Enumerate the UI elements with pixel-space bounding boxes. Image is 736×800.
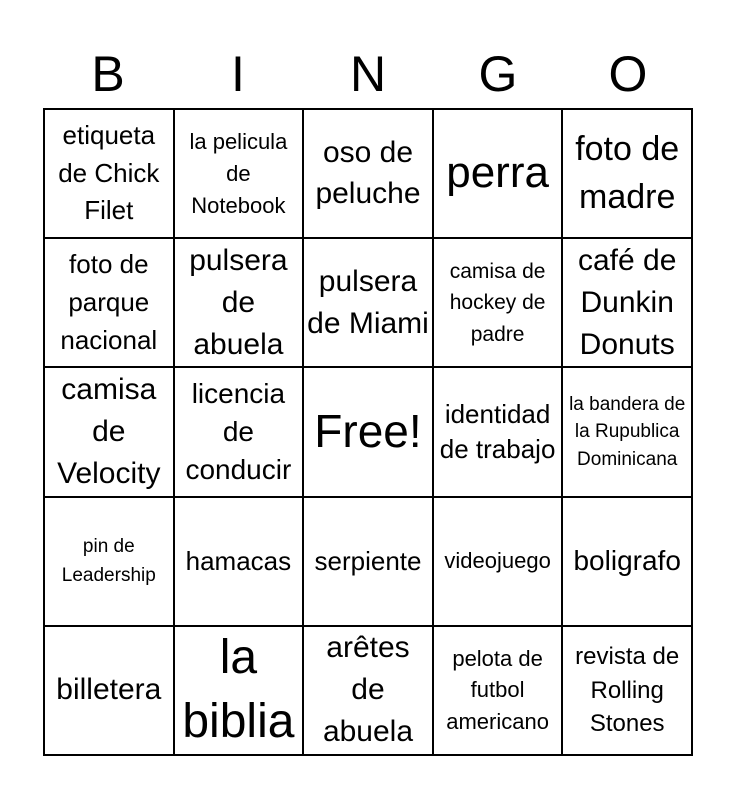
header-letter-g: G bbox=[478, 46, 518, 102]
bingo-cell[interactable] bbox=[433, 367, 563, 496]
bingo-cell-text: oso de peluche bbox=[315, 136, 421, 210]
bingo-cell-text: la biblia bbox=[182, 630, 295, 749]
header-letter-i: I bbox=[231, 46, 245, 102]
bingo-cell-text: foto de madre bbox=[575, 130, 680, 216]
bingo-cell-text: licencia de conducir bbox=[185, 378, 292, 485]
bingo-cell[interactable] bbox=[174, 109, 304, 238]
bingo-header bbox=[43, 40, 693, 108]
bingo-cell[interactable] bbox=[303, 238, 433, 367]
bingo-cell-text: pelota de futbol americano bbox=[446, 645, 549, 735]
bingo-cell[interactable] bbox=[562, 497, 692, 626]
bingo-cell-text: camisa de hockey de padre bbox=[449, 259, 546, 346]
bingo-cell-text: la bandera de la Rupublica Dominicana bbox=[569, 393, 686, 470]
bingo-grid bbox=[43, 108, 693, 756]
bingo-cell[interactable] bbox=[562, 109, 692, 238]
bingo-cell[interactable] bbox=[433, 109, 563, 238]
bingo-cell[interactable] bbox=[303, 626, 433, 755]
bingo-cell[interactable] bbox=[303, 497, 433, 626]
bingo-cell[interactable] bbox=[174, 367, 304, 496]
header-letter-n: N bbox=[349, 46, 387, 102]
bingo-cell-text: foto de parque nacional bbox=[60, 249, 158, 355]
bingo-cell-text: pin de Leadership bbox=[61, 535, 156, 587]
bingo-cell[interactable] bbox=[433, 497, 563, 626]
bingo-cell-text: café de Dunkin Donuts bbox=[577, 243, 677, 361]
bingo-cell-text: pulsera de abuela bbox=[189, 243, 288, 361]
bingo-cell-text: arêtes de abuela bbox=[322, 631, 414, 749]
bingo-cell-text: boligrafo bbox=[573, 545, 681, 577]
bingo-cell[interactable] bbox=[44, 497, 174, 626]
bingo-cell[interactable] bbox=[174, 497, 304, 626]
bingo-cell[interactable] bbox=[174, 626, 304, 755]
bingo-cell-text: la pelicula de Notebook bbox=[189, 128, 288, 218]
bingo-cell-text: serpiente bbox=[314, 545, 422, 576]
bingo-cell[interactable] bbox=[44, 626, 174, 755]
bingo-cell[interactable] bbox=[433, 238, 563, 367]
bingo-cell[interactable] bbox=[303, 109, 433, 238]
bingo-cell-text: hamacas bbox=[185, 545, 292, 576]
header-letter-o: O bbox=[608, 46, 648, 102]
bingo-cell[interactable] bbox=[44, 109, 174, 238]
bingo-cell[interactable] bbox=[433, 626, 563, 755]
header-letter-b: B bbox=[91, 46, 125, 102]
bingo-cell[interactable] bbox=[44, 367, 174, 496]
bingo-cell-text: revista de Rolling Stones bbox=[575, 643, 680, 738]
bingo-cell-text: etiqueta de Chick Filet bbox=[58, 120, 160, 226]
bingo-cell[interactable] bbox=[174, 238, 304, 367]
bingo-cell-text: billetera bbox=[56, 673, 162, 707]
bingo-cell[interactable] bbox=[562, 238, 692, 367]
bingo-cell-text: pulsera de Miami bbox=[307, 264, 429, 340]
bingo-cell-text: perra bbox=[446, 148, 549, 198]
bingo-cell[interactable] bbox=[44, 238, 174, 367]
bingo-cell[interactable] bbox=[562, 626, 692, 755]
bingo-cell-text: identidad de trabajo bbox=[439, 398, 556, 464]
bingo-cell-text: camisa de Velocity bbox=[57, 373, 161, 490]
bingo-cell-text: videojuego bbox=[444, 548, 551, 573]
bingo-cell[interactable] bbox=[303, 367, 433, 496]
bingo-cell-text: Free! bbox=[314, 405, 422, 458]
bingo-cell[interactable] bbox=[562, 367, 692, 496]
